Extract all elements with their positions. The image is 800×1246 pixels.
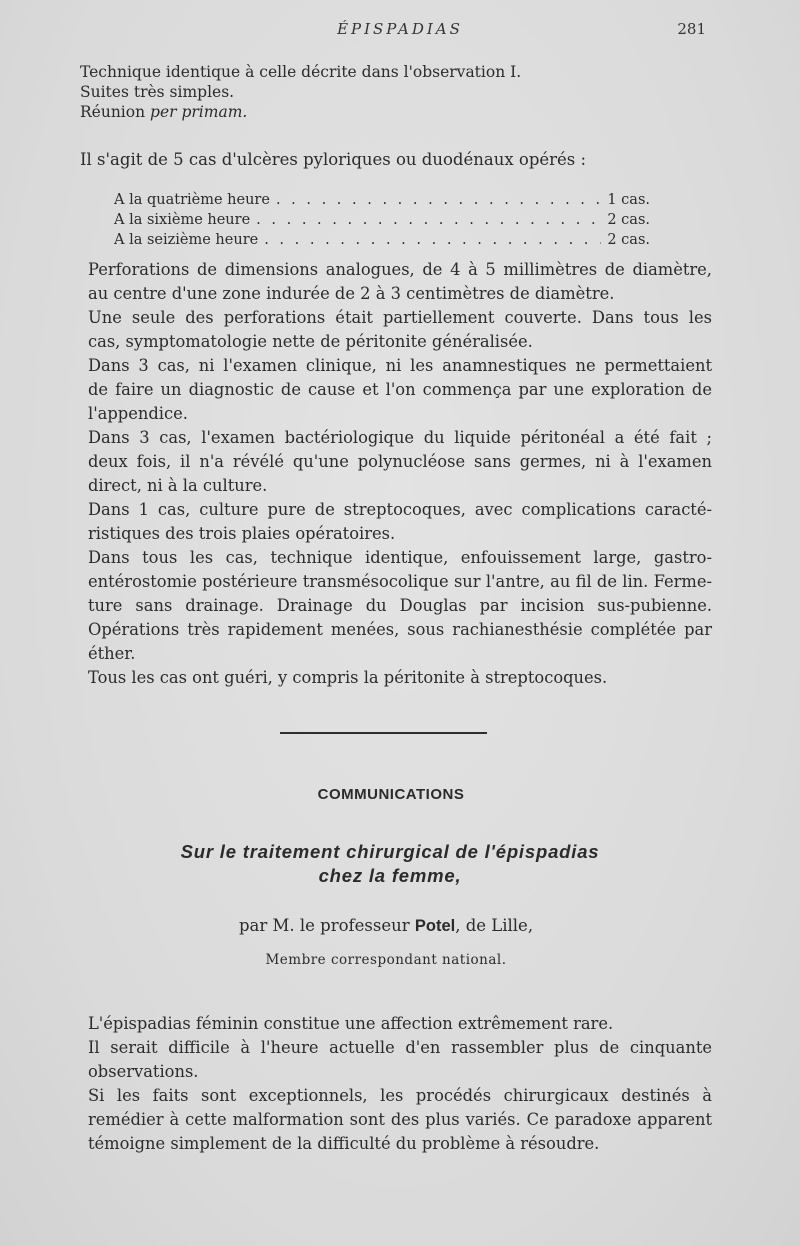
text-line: Dans 3 cas, l'examen bactériologique du liquide péritonéal a été fait ; xyxy=(88,428,712,447)
body-text-part1 xyxy=(58,258,712,690)
text-line: remédier à cette malformation sont des plus variés. Ce paradoxe apparent xyxy=(88,1110,712,1129)
text-line: témoigne simplement de la difficulté du problème à résoudre. xyxy=(88,1134,600,1153)
reunion-italic: per primam. xyxy=(150,103,248,121)
text-line: l'appendice. xyxy=(88,404,188,423)
note-line-reunion xyxy=(80,102,521,122)
paragraph xyxy=(58,306,712,354)
running-title: ÉPISPADIAS xyxy=(337,20,463,38)
text-line: Dans 3 cas, ni l'examen clinique, ni les anamnestiques ne permettaient xyxy=(88,356,712,375)
title-line: Sur le traitement chirurgical de l'épispadias xyxy=(180,841,600,862)
text-line: Dans 1 cas, culture pure de streptocoques, avec complications caracté- xyxy=(88,500,712,519)
section-heading: COMMUNICATIONS xyxy=(317,786,465,803)
text-line: direct, ni à la culture. xyxy=(88,476,268,495)
paragraph xyxy=(58,1012,712,1036)
author-affiliation: Membre correspondant national. xyxy=(265,952,507,968)
text-line: éther. xyxy=(88,644,136,663)
text-line: L'épispadias féminin constitue une affection extrêmement rare. xyxy=(88,1014,614,1033)
text-line: ristiques des trois plaies opératoires. xyxy=(88,524,396,543)
text-line: Opérations très rapidement menées, sous rachianesthésie complétée par xyxy=(88,620,712,639)
paragraph xyxy=(58,498,712,546)
case-row xyxy=(114,230,650,250)
case-count: 1 cas. xyxy=(607,192,650,208)
running-header xyxy=(0,20,800,42)
dot-leader xyxy=(264,230,601,250)
case-count: 2 cas. xyxy=(607,212,650,228)
paragraph xyxy=(58,426,712,498)
title-line: chez la femme, xyxy=(318,865,462,886)
case-row xyxy=(114,210,650,230)
text-line: ture sans drainage. Drainage du Douglas par incision sus-pubienne. xyxy=(88,596,712,615)
text-line: cas, symptomatologie nette de péritonite généralisée. xyxy=(88,332,533,351)
text-line: Dans tous les cas, technique identique, enfouissement large, gastro- xyxy=(88,548,712,567)
case-count: 2 cas. xyxy=(607,232,650,248)
text-line: deux fois, il n'a révélé qu'une polynucléose sans germes, ni à l'examen xyxy=(88,452,712,471)
paragraph xyxy=(58,1036,712,1084)
body-text-part2 xyxy=(58,1012,712,1156)
text-line: entérostomie postérieure transmésocolique sur l'antre, au fil de lin. Ferme- xyxy=(88,572,712,591)
text-line: Perforations de dimensions analogues, de 4 à 5 millimètres de diamètre, xyxy=(88,260,712,279)
text-line: observations. xyxy=(88,1062,199,1081)
observation-notes xyxy=(80,62,521,122)
page-number: 281 xyxy=(677,20,706,38)
case-row xyxy=(114,190,650,210)
paragraph xyxy=(58,354,712,426)
text-line: Si les faits sont exceptionnels, les procédés chirurgicaux destinés à xyxy=(88,1086,712,1105)
text-line: Il serait difficile à l'heure actuelle d'en rassembler plus de cinquante xyxy=(88,1038,712,1057)
case-label: A la sixième heure xyxy=(114,212,251,228)
dot-leader xyxy=(256,210,601,230)
text-line: de faire un diagnostic de cause et l'on commença par une exploration de xyxy=(88,380,712,399)
dot-leader xyxy=(276,190,601,210)
paragraph xyxy=(58,258,712,306)
byline xyxy=(0,916,772,936)
byline-prefix: par M. le professeur xyxy=(238,916,410,935)
article-title xyxy=(0,840,780,888)
case-label: A la seizième heure xyxy=(114,232,259,248)
paragraph xyxy=(58,666,712,690)
author-name: Potel xyxy=(414,917,456,935)
paragraph xyxy=(58,546,712,666)
text-line: au centre d'une zone indurée de 2 à 3 centimètres de diamètre. xyxy=(88,284,615,303)
note-line: Suites très simples. xyxy=(80,83,235,101)
paragraph xyxy=(58,1084,712,1156)
section-divider xyxy=(280,732,487,734)
text-line: Une seule des perforations était partiellement couverte. Dans tous les xyxy=(88,308,712,327)
byline-suffix: , de Lille, xyxy=(455,916,534,935)
note-line: Technique identique à celle décrite dans l'observation I. xyxy=(80,63,522,81)
case-label: A la quatrième heure xyxy=(114,192,270,208)
text-line: Tous les cas ont guéri, y compris la péritonite à streptocoques. xyxy=(88,668,608,687)
summary-intro: Il s'agit de 5 cas d'ulcères pyloriques ou duodénaux opérés : xyxy=(80,150,587,169)
case-list xyxy=(114,190,650,250)
reunion-label: Réunion xyxy=(80,103,146,121)
